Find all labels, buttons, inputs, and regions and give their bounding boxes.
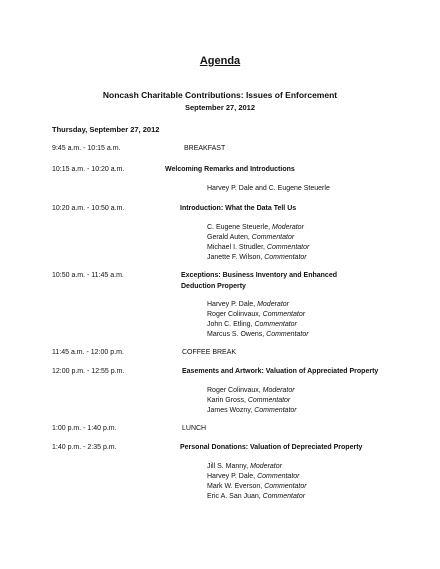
session-time: 10:20 a.m. - 10:50 a.m. [52, 205, 125, 212]
conference-date: September 27, 2012 [184, 103, 256, 112]
speaker: Harvey P. Dale, Moderator [207, 301, 289, 308]
speaker: Gerald Auten, Commentator [207, 234, 295, 241]
day-heading: Thursday, September 27, 2012 [52, 125, 160, 134]
speaker: Eric A. San Juan, Commentator [207, 493, 306, 500]
speaker: Harvey P. Dale, Commentator [207, 473, 300, 480]
speaker: Marcus S. Owens, Commentator [207, 331, 309, 338]
session-time: 12:00 p.m. - 12:55 p.m. [52, 368, 125, 375]
session-title: Exceptions: Business Inventory and Enhanced Deduction Property [181, 272, 337, 290]
session-time: 10:50 a.m. - 11:45 a.m. [52, 272, 124, 279]
speaker: James Wozny, Commentator [207, 407, 297, 414]
session-title: Welcoming Remarks and Introductions [165, 166, 295, 173]
session-title: COFFEE BREAK [182, 349, 237, 356]
speaker: Roger Colinvaux, Moderator [207, 387, 295, 394]
speaker: Roger Colinvaux, Commentator [207, 311, 306, 318]
speaker: Jill S. Manny, Moderator [207, 463, 282, 470]
speakers-line: Harvey P. Dale and C. Eugene Steuerle [207, 185, 330, 192]
session-time: 9:45 a.m. - 10:15 a.m. [52, 145, 121, 152]
session-title: Personal Donations: Valuation of Depreciated Property [180, 444, 363, 451]
session-title: Introduction: What the Data Tell Us [180, 205, 297, 212]
session-title: BREAKFAST [184, 145, 226, 152]
session-title: LUNCH [182, 425, 207, 432]
speaker: Janette F. Wilson, Commentator [207, 254, 307, 261]
session-time: 10:15 a.m. - 10:20 a.m. [52, 166, 125, 173]
speaker: Michael I. Strudler, Commentator [207, 244, 310, 251]
session-time: 11:45 a.m. - 12:00 p.m. [52, 349, 124, 356]
speaker: Mark W. Everson, Commentator [207, 483, 307, 490]
conference-subtitle: Noncash Charitable Contributions: Issues of Enforcement [102, 90, 338, 100]
session-time: 1:00 p.m. - 1:40 p.m. [52, 425, 117, 432]
speaker: Karin Gross, Commentator [207, 397, 291, 404]
speaker: C. Eugene Steuerle, Moderator [207, 224, 304, 231]
speaker: John C. Etling, Commentator [207, 321, 297, 328]
agenda-title: Agenda [199, 55, 241, 67]
session-time: 1:40 p.m. - 2:35 p.m. [52, 444, 117, 451]
session-title: Easements and Artwork: Valuation of Appreciated Property [182, 368, 379, 375]
